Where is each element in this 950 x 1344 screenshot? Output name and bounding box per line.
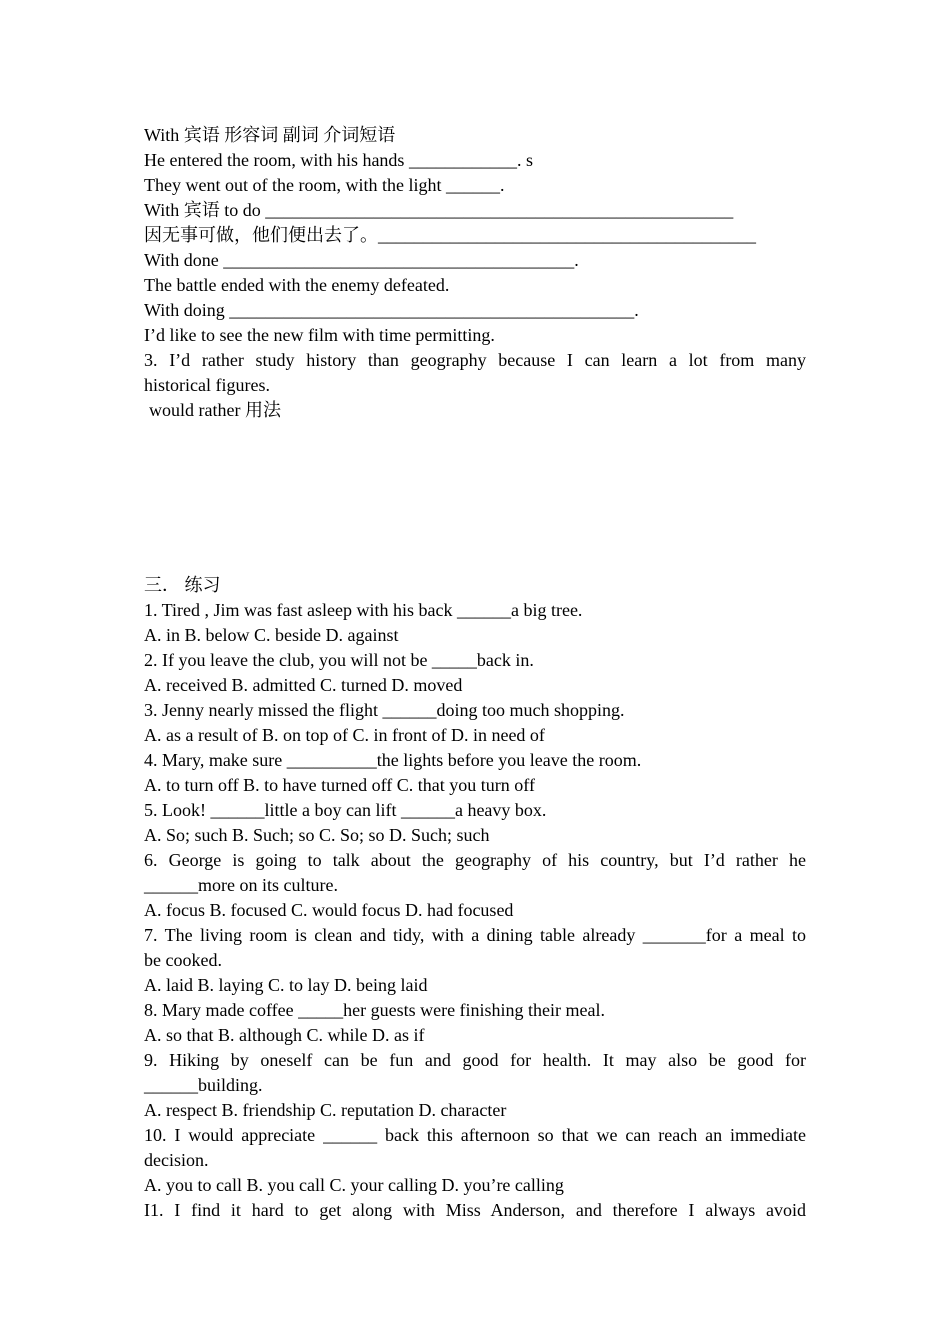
example-sentence: The battle ended with the enemy defeated. — [144, 275, 450, 295]
question: 2. If you leave the club, you will not be _____back in. — [144, 650, 534, 670]
answer-options: A. respect B. friendship C. reputation D. character — [144, 1100, 507, 1120]
item-3-line-1: 3. I’d rather study history than geography because I can learn a lot from many — [144, 350, 806, 370]
question: 5. Look! ______little a boy can lift ______a heavy box. — [144, 800, 547, 820]
with-pattern-heading: With 宾语 形容词 副词 介词短语 — [144, 125, 396, 145]
item-3-line-2: historical figures. — [144, 375, 270, 395]
answer-options: A. So; such B. Such; so C. So; so D. Such; such — [144, 825, 490, 845]
with-todo-pattern: With 宾语 to do ____________________________________________________ — [144, 200, 734, 220]
answer-options: A. you to call B. you call C. your calling D. you’re calling — [144, 1175, 564, 1195]
exercise-heading: 三． 练习 — [144, 575, 221, 595]
question: 9. Hiking by oneself can be fun and good for health. It may also be good for — [144, 1050, 806, 1070]
document-page — [144, 123, 806, 1223]
example-sentence: They went out of the room, with the light ______. — [144, 175, 505, 195]
example-sentence: He entered the room, with his hands ____________. s — [144, 150, 533, 170]
question: 4. Mary, make sure __________the lights before you leave the room. — [144, 750, 642, 770]
answer-options: A. so that B. although C. while D. as if — [144, 1025, 425, 1045]
question-continued: decision. — [144, 1150, 209, 1170]
question: 8. Mary made coffee _____her guests were finishing their meal. — [144, 1000, 606, 1020]
question-continued: ______building. — [144, 1075, 263, 1095]
answer-options: A. laid B. laying C. to lay D. being laid — [144, 975, 428, 995]
question: I1. I find it hard to get along with Miss Anderson, and therefore I always avoid — [144, 1200, 806, 1220]
question: 3. Jenny nearly missed the flight ______doing too much shopping. — [144, 700, 625, 720]
answer-options: A. to turn off B. to have turned off C. that you turn off — [144, 775, 535, 795]
blank-space — [144, 423, 806, 573]
question: 7. The living room is clean and tidy, with a dining table already _______for a meal to — [144, 925, 806, 945]
question: 6. George is going to talk about the geography of his country, but I’d rather he — [144, 850, 806, 870]
would-rather-usage: would rather 用法 — [149, 400, 281, 420]
with-doing-pattern: With doing _____________________________________________. — [144, 300, 639, 320]
chinese-sentence: 因无事可做，他们便出去了。__________________________________________ — [144, 225, 756, 245]
answer-options: A. as a result of B. on top of C. in front of D. in need of — [144, 725, 545, 745]
question-continued: be cooked. — [144, 950, 222, 970]
answer-options: A. focus B. focused C. would focus D. had focused — [144, 900, 514, 920]
with-done-pattern: With done _______________________________________. — [144, 250, 579, 270]
answer-options: A. in B. below C. beside D. against — [144, 625, 399, 645]
question: 10. I would appreciate ______ back this afternoon so that we can reach an immediate — [144, 1125, 806, 1145]
example-sentence: I’d like to see the new film with time permitting. — [144, 325, 495, 345]
question: 1. Tired , Jim was fast asleep with his back ______a big tree. — [144, 600, 583, 620]
question-continued: ______more on its culture. — [144, 875, 338, 895]
answer-options: A. received B. admitted C. turned D. moved — [144, 675, 463, 695]
